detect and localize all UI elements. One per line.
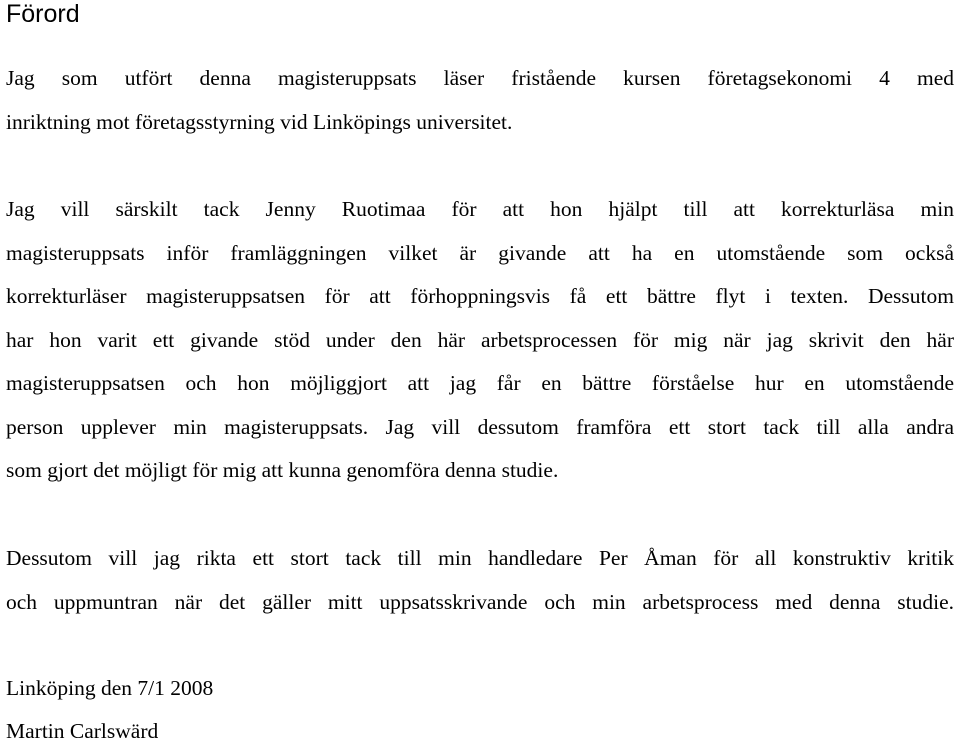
paragraph-line: inriktning mot företagsstyrning vid Linköpings universitet. [6,109,513,134]
paragraph-thanks-proofreader [6,188,954,493]
paragraph-line: person upplever min magisteruppsats. Jag vill dessutom framföra ett stort tack till alla andra [6,414,954,439]
paragraph-line: Jag som utfört denna magisteruppsats läser fristående kursen företagsekonomi 4 med [6,66,954,90]
paragraph-line: magisteruppsatsen och hon möjliggjort att jag får en bättre förståelse hur en utomstående [6,371,954,395]
page-title: Förord [6,0,80,28]
signature-place-date: Linköping den 7/1 2008 [6,676,214,700]
paragraph-line: Dessutom vill jag rikta ett stort tack till min handledare Per Åman för all konstruktiv kritik [6,546,954,570]
paragraph-line: magisteruppsats inför framläggningen vilket är givande att ha en utomstående som också [6,240,954,265]
paragraph-thanks-supervisor [6,537,954,624]
paragraph-line: Jag vill särskilt tack Jenny Ruotimaa för att hon hjälpt till att korrekturläsa min [6,197,954,221]
paragraph-line: har hon varit ett givande stöd under den här arbetsprocessen för mig när jag skrivit den här [6,327,954,352]
paragraph-line: och uppmuntran när det gäller mitt uppsatsskrivande och min arbetsprocess med denna studie. [6,589,954,614]
paragraph-intro [6,57,954,144]
paragraph-line: som gjort det möjligt för mig att kunna genomföra denna studie. [6,458,559,482]
signature-block [6,667,213,753]
paragraph-line: korrekturläser magisteruppsatsen för att förhoppningsvis få ett bättre flyt i texten. Dessutom [6,284,954,308]
signature-name: Martin Carlswärd [6,719,159,743]
